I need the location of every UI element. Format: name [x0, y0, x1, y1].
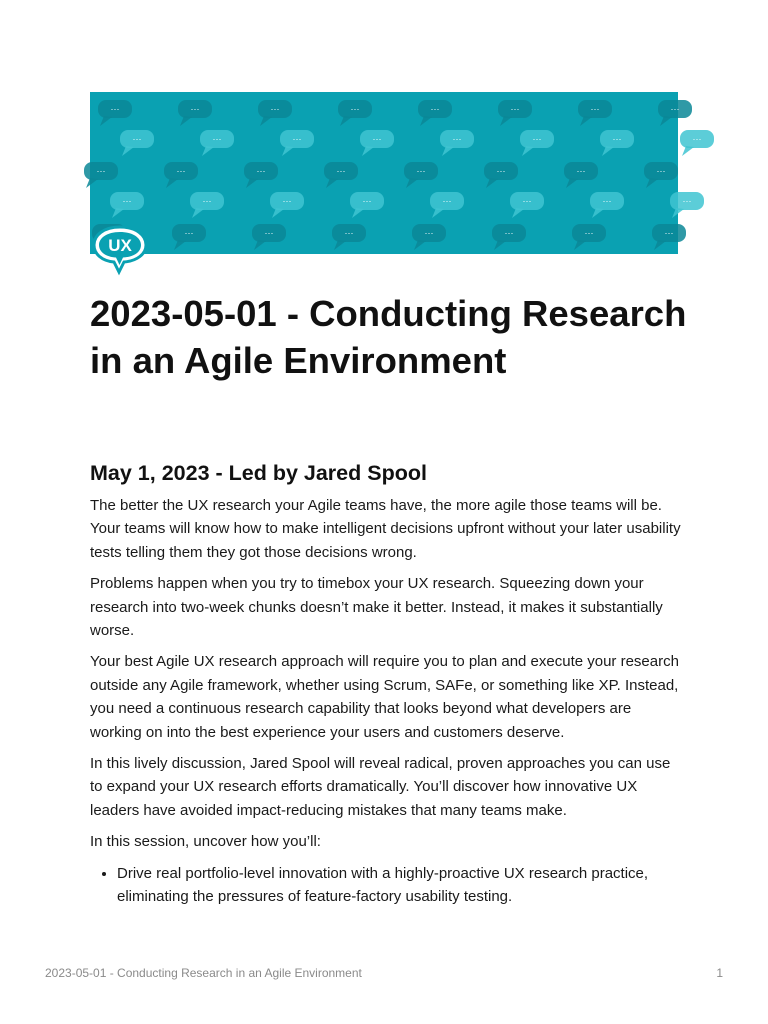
outcome-list [90, 862, 682, 909]
speech-bubble-icon [200, 130, 234, 156]
speech-bubble-icon [244, 162, 278, 188]
svg-text:···: ··· [602, 196, 612, 206]
speech-bubble-icon [492, 224, 526, 250]
svg-text:···: ··· [350, 104, 360, 114]
speech-bubble-icon [652, 224, 686, 250]
svg-text:···: ··· [202, 196, 212, 206]
svg-text:···: ··· [270, 104, 280, 114]
svg-text:···: ··· [442, 196, 452, 206]
speech-bubble-icon [520, 130, 554, 156]
speech-bubble-icon [510, 192, 544, 218]
svg-text:···: ··· [292, 134, 302, 144]
speech-bubble-icon [590, 192, 624, 218]
speech-bubble-icon [84, 162, 118, 188]
svg-text:···: ··· [212, 134, 222, 144]
svg-text:···: ··· [190, 104, 200, 114]
speech-bubble-icon [258, 100, 292, 126]
speech-bubble-icon [172, 224, 206, 250]
session-subtitle: May 1, 2023 - Led by Jared Spool [90, 461, 427, 485]
svg-text:···: ··· [496, 166, 506, 176]
svg-text:···: ··· [362, 196, 372, 206]
speech-bubble-icon [440, 130, 474, 156]
svg-text:···: ··· [344, 228, 354, 238]
svg-text:···: ··· [656, 166, 666, 176]
svg-text:···: ··· [590, 104, 600, 114]
speech-bubble-icon [164, 162, 198, 188]
svg-text:···: ··· [612, 134, 622, 144]
ux-logo [90, 224, 150, 276]
paragraph: Your best Agile UX research approach will require you to plan and execute your research outside any Agile framework, whether using Scrum, SAFe, or something like XP. Instead, you need a continuous research capability that looks beyond what developers are working on into the best experience your users and customers deserve. [90, 653, 679, 741]
svg-text:···: ··· [264, 228, 274, 238]
svg-text:···: ··· [336, 166, 346, 176]
document-body [90, 494, 682, 909]
svg-text:···: ··· [256, 166, 266, 176]
speech-bubble-icon [270, 192, 304, 218]
svg-text:···: ··· [584, 228, 594, 238]
header-banner [90, 92, 702, 254]
paragraph: Problems happen when you try to timebox your UX research. Squeezing down your research into two-week chunks doesn’t make it better. Instead, it makes it substantially worse. [90, 575, 663, 640]
svg-text:···: ··· [372, 134, 382, 144]
speech-bubble-icon [350, 192, 384, 218]
svg-text:···: ··· [692, 134, 702, 144]
speech-bubble-icon [564, 162, 598, 188]
paragraph: In this lively discussion, Jared Spool will reveal radical, proven approaches you can use to expand your UX research efforts dramatically. You’ll discover how innovative UX leaders have avoided impact-reducing mistakes that many teams make. [90, 755, 671, 819]
speech-bubble-icon [572, 224, 606, 250]
svg-text:···: ··· [664, 228, 674, 238]
svg-text:···: ··· [532, 134, 542, 144]
page-footer [45, 966, 723, 980]
svg-text:···: ··· [176, 166, 186, 176]
list-item: • Drive real portfolio-level innovation with a highly-proactive UX research practice, eliminating the pressures of feature-factory usability testing. [117, 862, 682, 909]
speech-bubble-icon [338, 100, 372, 126]
svg-text:···: ··· [670, 104, 680, 114]
speech-bubble-icon [190, 192, 224, 218]
speech-bubble-icon [498, 100, 532, 126]
speech-bubble-icon [658, 100, 692, 126]
svg-text:···: ··· [522, 196, 532, 206]
speech-bubble-icon [178, 100, 212, 126]
speech-bubble-icon [332, 224, 366, 250]
svg-text:···: ··· [576, 166, 586, 176]
speech-bubble-pattern [90, 92, 702, 254]
page-number: 1 [716, 966, 723, 980]
svg-text:···: ··· [504, 228, 514, 238]
speech-bubble-icon [578, 100, 612, 126]
speech-bubble-icon [670, 192, 704, 218]
footer-title: 2023-05-01 - Conducting Research in an Agile Environment [45, 966, 362, 980]
svg-text:···: ··· [424, 228, 434, 238]
paragraph: The better the UX research your Agile teams have, the more agile those teams will be. Your teams will know how to make intelligent decisions upfront without your later usability tests telling them they got those decisions wrong. [90, 497, 681, 561]
svg-text:···: ··· [452, 134, 462, 144]
speech-bubble-icon [484, 162, 518, 188]
svg-text:···: ··· [430, 104, 440, 114]
speech-bubble-icon [120, 130, 154, 156]
speech-bubble-icon [98, 100, 132, 126]
speech-bubble-icon [324, 162, 358, 188]
logo-text: UX [108, 236, 132, 255]
speech-bubble-icon [430, 192, 464, 218]
speech-bubble-icon [252, 224, 286, 250]
paragraph: In this session, uncover how you’ll: [90, 833, 321, 851]
speech-bubble-icon [404, 162, 438, 188]
speech-bubble-icon [418, 100, 452, 126]
svg-text:···: ··· [282, 196, 292, 206]
speech-bubble-icon [360, 130, 394, 156]
svg-text:···: ··· [96, 166, 106, 176]
svg-text:···: ··· [416, 166, 426, 176]
svg-text:···: ··· [110, 104, 120, 114]
svg-text:···: ··· [122, 196, 132, 206]
speech-bubble-icon [644, 162, 678, 188]
speech-bubble-icon [110, 192, 144, 218]
speech-bubble-icon [412, 224, 446, 250]
svg-text:···: ··· [510, 104, 520, 114]
svg-text:···: ··· [132, 134, 142, 144]
speech-bubble-icon [280, 130, 314, 156]
speech-bubble-icon [600, 130, 634, 156]
svg-text:···: ··· [184, 228, 194, 238]
speech-bubble-icon [680, 130, 714, 156]
page-title: 2023-05-01 - Conducting Research in an Agile Environment [90, 293, 687, 381]
svg-text:···: ··· [682, 196, 692, 206]
